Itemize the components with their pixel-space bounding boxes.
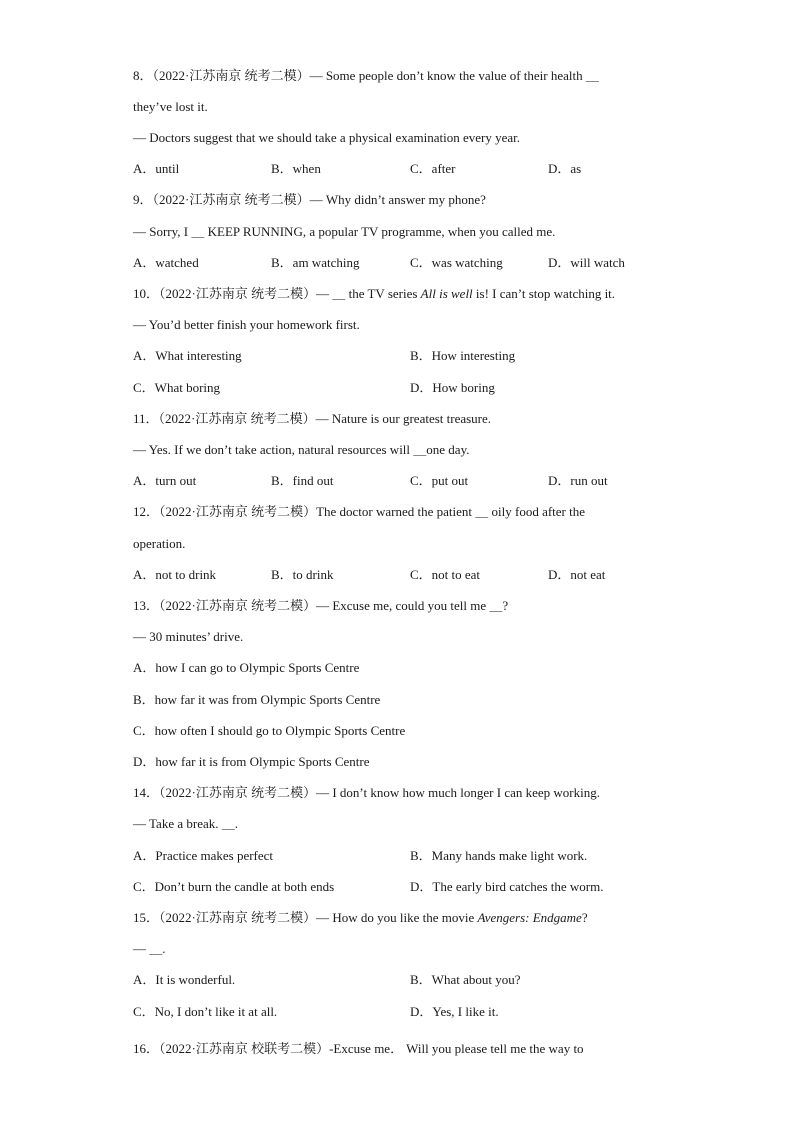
q13-option-c: C．how often I should go to Olympic Sports Centre xyxy=(133,723,406,738)
q9-reply: — Sorry, I ＿ KEEP RUNNING, a popular TV programme, when you called me. xyxy=(133,224,556,239)
q10-option-c: C．What boring xyxy=(133,380,221,395)
q13-stem: 13．（2022·江苏南京 统考二模）— Excuse me, could you tell me ＿? xyxy=(133,598,509,613)
q8-option-d: D．as xyxy=(548,161,582,176)
q16-stem: 16．（2022·江苏南京 校联考二模）-Excuse me． Will you please tell me the way to xyxy=(133,1041,584,1056)
q13-reply: — 30 minutes’ drive. xyxy=(133,629,244,644)
q12-option-c: C．not to eat xyxy=(410,567,481,582)
q14-option-a: A．Practice makes perfect xyxy=(133,848,274,863)
q8-option-a: A．until xyxy=(133,161,180,176)
q10-stem xyxy=(133,286,615,302)
q8-stem-cont: they’ve lost it. xyxy=(133,99,208,114)
q15-stem xyxy=(133,910,588,926)
q10-reply: — You’d better finish your homework first. xyxy=(133,317,360,332)
q15-stem-part1: 15．（2022·江苏南京 统考二模）— How do you like the movie xyxy=(133,910,478,925)
q11-option-c: C．put out xyxy=(410,473,469,488)
q9-option-c: C．was watching xyxy=(410,255,503,270)
q12-stem-cont: operation. xyxy=(133,536,186,551)
q10-option-d: D．How boring xyxy=(410,380,495,395)
q13-option-d: D．how far it is from Olympic Sports Centre xyxy=(133,754,370,769)
q9-stem: 9．（2022·江苏南京 统考二模）— Why didn’t answer my phone? xyxy=(133,192,486,207)
q10-stem-part2: is! I can’t stop watching it. xyxy=(472,286,616,301)
q15-option-c: C．No, I don’t like it at all. xyxy=(133,1004,278,1019)
q12-option-b: B．to drink xyxy=(271,567,334,582)
q12-option-a: A．not to drink xyxy=(133,567,217,582)
q10-option-b: B．How interesting xyxy=(410,348,516,363)
q15-stem-title: Avengers: Endgame xyxy=(477,910,582,925)
q10-stem-title: All is well xyxy=(420,286,473,301)
q15-option-b: B．What about you? xyxy=(410,972,521,987)
q11-stem: 11．（2022·江苏南京 统考二模）— Nature is our greatest treasure. xyxy=(133,411,492,426)
q14-option-c: C．Don’t burn the candle at both ends xyxy=(133,879,335,894)
q8-reply: — Doctors suggest that we should take a physical examination every year. xyxy=(133,130,521,145)
q8-stem: 8．（2022·江苏南京 统考二模）— Some people don’t know the value of their health ＿ xyxy=(133,68,599,83)
q14-option-b: B．Many hands make light work. xyxy=(410,848,588,863)
q9-option-a: A．watched xyxy=(133,255,199,270)
q12-option-d: D．not eat xyxy=(548,567,606,582)
q10-stem-part1: 10．（2022·江苏南京 统考二模）— ＿ the TV series xyxy=(133,286,421,301)
q13-option-a: A．how I can go to Olympic Sports Centre xyxy=(133,660,360,675)
q9-option-b: B．am watching xyxy=(271,255,360,270)
q14-option-d: D．The early bird catches the worm. xyxy=(410,879,604,894)
q15-reply: — ＿. xyxy=(133,941,166,956)
q15-stem-part2: ? xyxy=(581,910,588,925)
q13-option-b: B．how far it was from Olympic Sports Centre xyxy=(133,692,381,707)
q8-option-b: B．when xyxy=(271,161,321,176)
q15-option-a: A．It is wonderful. xyxy=(133,972,236,987)
q15-option-d: D．Yes, I like it. xyxy=(410,1004,499,1019)
q12-stem: 12．（2022·江苏南京 统考二模）The doctor warned the patient ＿ oily food after the xyxy=(133,504,586,519)
q11-option-b: B．find out xyxy=(271,473,334,488)
q11-option-d: D．run out xyxy=(548,473,608,488)
q14-stem: 14．（2022·江苏南京 统考二模）— I don’t know how much longer I can keep working. xyxy=(133,785,600,800)
q11-reply: — Yes. If we don’t take action, natural resources will ＿one day. xyxy=(133,442,470,457)
q10-option-a: A．What interesting xyxy=(133,348,242,363)
q11-option-a: A．turn out xyxy=(133,473,197,488)
q8-option-c: C．after xyxy=(410,161,456,176)
q9-option-d: D．will watch xyxy=(548,255,625,270)
q14-reply: — Take a break. ＿. xyxy=(133,816,238,831)
